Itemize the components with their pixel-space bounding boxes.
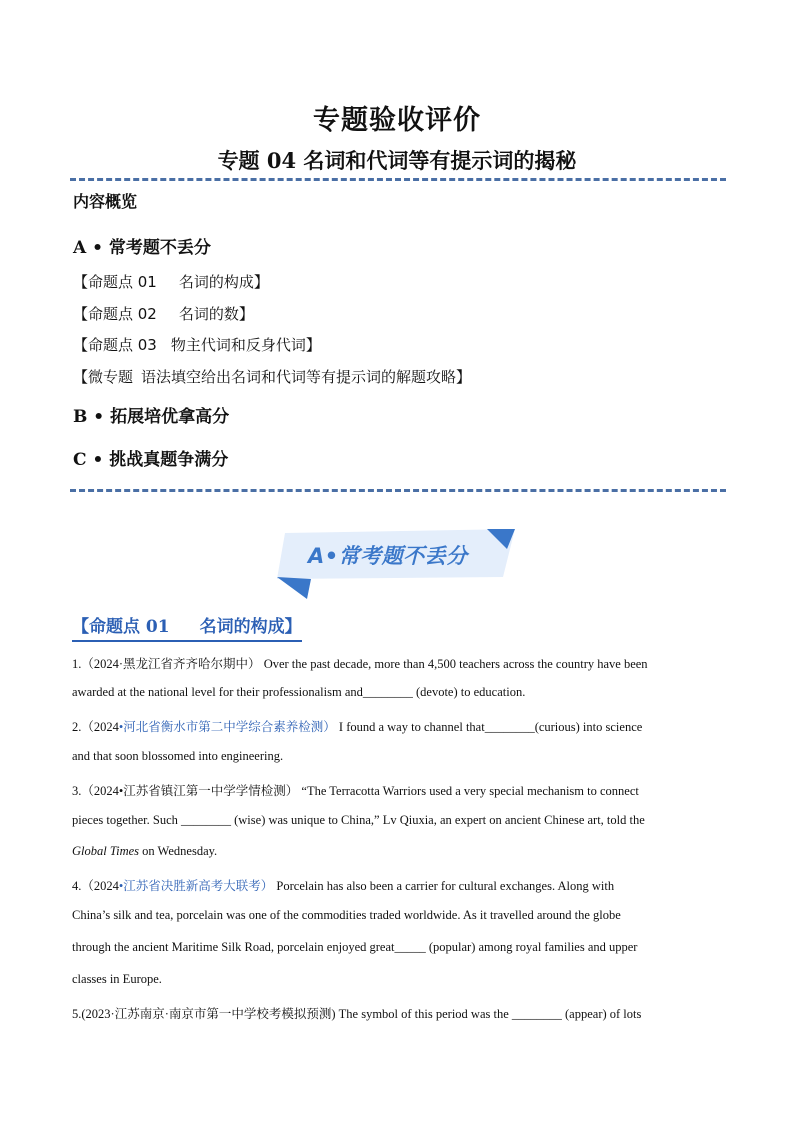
section-b-heading: B • 拓展培优拿高分 bbox=[73, 407, 230, 427]
divider-bottom bbox=[70, 489, 726, 492]
point-num: 【命题点 01 bbox=[73, 273, 157, 291]
question-3-line-2: pieces together. Such ________ (wise) was unique to China,” Lv Qiuxia, an expert on ancient Chinese art, told the bbox=[72, 813, 645, 827]
kp-num: 【命题点 01 bbox=[72, 617, 170, 637]
point-micro bbox=[73, 366, 471, 387]
question-2-line-1: 2.（2024•河北省衡水市第二中学综合素养检测） I found a way to channel that________(curious) into science bbox=[72, 720, 643, 734]
point-01 bbox=[73, 271, 269, 292]
question-3-line-1: 3.（2024•江苏省镇江第一中学学情检测） “The Terracotta Warriors used a very special mechanism to connect bbox=[72, 784, 639, 798]
page-title: 专题验收评价 bbox=[313, 105, 481, 136]
question-3-line-3: Global Times on Wednesday. bbox=[72, 844, 218, 858]
point-num: 【命题点 03 bbox=[73, 336, 157, 354]
kp-text: 名词的构成】 bbox=[199, 617, 302, 637]
question-1-line-2: awarded at the national level for their professionalism and________ (devote) to education. bbox=[72, 685, 526, 699]
question-4-line-4: classes in Europe. bbox=[72, 972, 162, 986]
page-subtitle: 专题 04 名词和代词等有提示词的揭秘 bbox=[217, 148, 577, 173]
point-text: 语法填空给出名词和代词等有提示词的解题攻略】 bbox=[141, 368, 472, 386]
overview-label: 内容概览 bbox=[73, 192, 138, 211]
banner-corner-bottom bbox=[277, 577, 311, 599]
question-1-line-1: 1.（2024·黑龙江省齐齐哈尔期中） Over the past decade, more than 4,500 teachers across the country have been bbox=[72, 657, 648, 671]
question-source: •江苏省决胜新高考大联考） bbox=[118, 879, 274, 893]
section-c-heading: C • 挑战真题争满分 bbox=[73, 450, 229, 470]
question-4-line-2: China’s silk and tea, porcelain was one of the commodities traded worldwide. As it travelled around the globe bbox=[72, 908, 621, 922]
point-num: 【命题点 02 bbox=[73, 305, 157, 323]
point-text: 名词的数】 bbox=[178, 305, 254, 323]
knowledge-point-heading bbox=[72, 612, 302, 642]
question-source: ·黑龙江省齐齐哈尔期中） bbox=[118, 657, 261, 671]
banner-text: A•常考题不丢分 bbox=[308, 544, 468, 568]
divider-top bbox=[70, 178, 726, 181]
section-a-heading: A • 常考题不丢分 bbox=[73, 238, 211, 258]
point-text: 物主代词和反身代词】 bbox=[170, 336, 321, 354]
question-5-line-1: 5.(2023·江苏南京·南京市第一中学校考模拟预测) The symbol of this period was the ________ (appear) of lots bbox=[72, 1007, 642, 1021]
question-2-line-2: and that soon blossomed into engineering. bbox=[72, 749, 284, 763]
point-02 bbox=[73, 303, 254, 324]
question-source: •江苏省镇江第一中学学情检测） bbox=[118, 784, 299, 798]
question-4-line-3: through the ancient Maritime Silk Road, porcelain enjoyed great_____ (popular) among royal families and upper bbox=[72, 940, 638, 954]
point-text: 名词的构成】 bbox=[178, 273, 269, 291]
point-03 bbox=[73, 334, 321, 355]
question-source: •河北省衡水市第二中学综合素养检测） bbox=[118, 720, 336, 734]
question-4-line-1: 4.（2024•江苏省决胜新高考大联考） Porcelain has also been a carrier for cultural exchanges. Along with bbox=[72, 879, 615, 893]
point-num: 【微专题 bbox=[73, 368, 134, 386]
